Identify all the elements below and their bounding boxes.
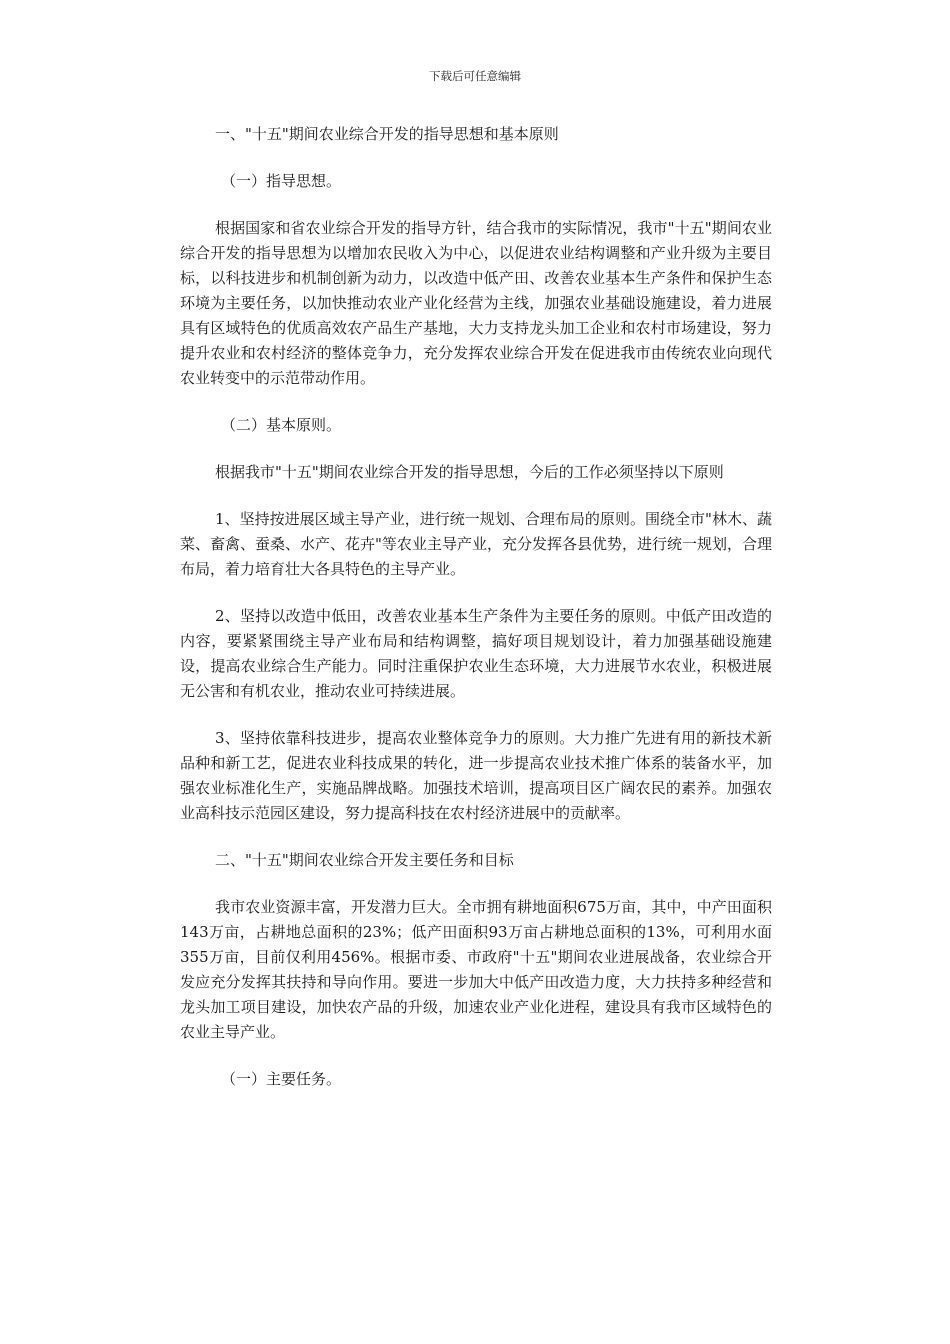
paragraph-principle-3: 3、坚持依靠科技进步，提高农业整体竞争力的原则。大力推广先进有用的新技术新品种和新工艺，促进农业科技成果的转化，进一步提高农业技术推广体系的装备水平，加强农业标准化生产，实施品牌战略。加强技术培训，提高项目区广阔农民的素养。加强农业高科技示范园区建设，努力提高科技在农村经济进展中的贡献率。 [180,729,772,822]
subsection-heading-main-tasks: （一）主要任务。 [221,1070,342,1088]
subsection-heading-basic-principles: （二）基本原则。 [221,416,342,434]
paragraph-principles-intro: 根据我市"十五"期间农业综合开发的指导思想，今后的工作必须坚持以下原则 [215,463,724,481]
paragraph-principle-1: 1、坚持按进展区域主导产业，进行统一规划、合理布局的原则。围绕全市"林木、蔬菜、畜禽、蚕桑、水产、花卉"等农业主导产业，充分发挥各县优势，进行统一规划，合理布局，着力培育壮大各具特色的主导产业。 [180,510,772,578]
paragraph-principle-2: 2、坚持以改造中低田，改善农业基本生产条件为主要任务的原则。中低产田改造的内容，要紧紧围绕主导产业布局和结构调整，搞好项目规划设计，着力加强基础设施建设，提高农业综合生产能力。同时注重保护农业生态环境，大力进展节水农业，积极进展无公害和有机农业，推动农业可持续进展。 [180,607,772,700]
document-body [180,122,772,1092]
subsection-heading-guiding-ideology: （一）指导思想。 [221,172,342,190]
paragraph-resources: 我市农业资源丰富，开发潜力巨大。全市拥有耕地面积675万亩，其中，中产田面积143万亩，占耕地总面积的23%；低产田面积93万亩占耕地总面积的13%，可利用水面355万亩，目前仅利用456%。根据市委、市政府"十五"期间农业进展战备，农业综合开发应充分发挥其扶持和导向作用。要进一步加大中低产田改造力度，大力扶持多种经营和龙头加工项目建设，加快农产品的升级，加速农业产业化进程，建设具有我市区域特色的农业主导产业。 [180,898,772,1041]
paragraph-guiding-ideology: 根据国家和省农业综合开发的指导方针，结合我市的实际情况，我市"十五"期间农业综合开发的指导思想为以增加农民收入为中心，以促进农业结构调整和产业升级为主要目标，以科技进步和机制创新为动力，以改造中低产田、改善农业基本生产条件和保护生态环境为主要任务，以加快推动农业产业化经营为主线，加强农业基础设施建设，着力进展具有区域特色的优质高效农产品生产基地，大力支持龙头加工企业和农村市场建设，努力提升农业和农村经济的整体竞争力，充分发挥农业综合开发在促进我市由传统农业向现代农业转变中的示范带动作用。 [180,219,772,387]
section-heading-2: 二、"十五"期间农业综合开发主要任务和目标 [215,851,514,869]
section-heading-1: 一、"十五"期间农业综合开发的指导思想和基本原则 [215,125,559,143]
header-note: 下载后可任意编辑 [429,69,521,83]
